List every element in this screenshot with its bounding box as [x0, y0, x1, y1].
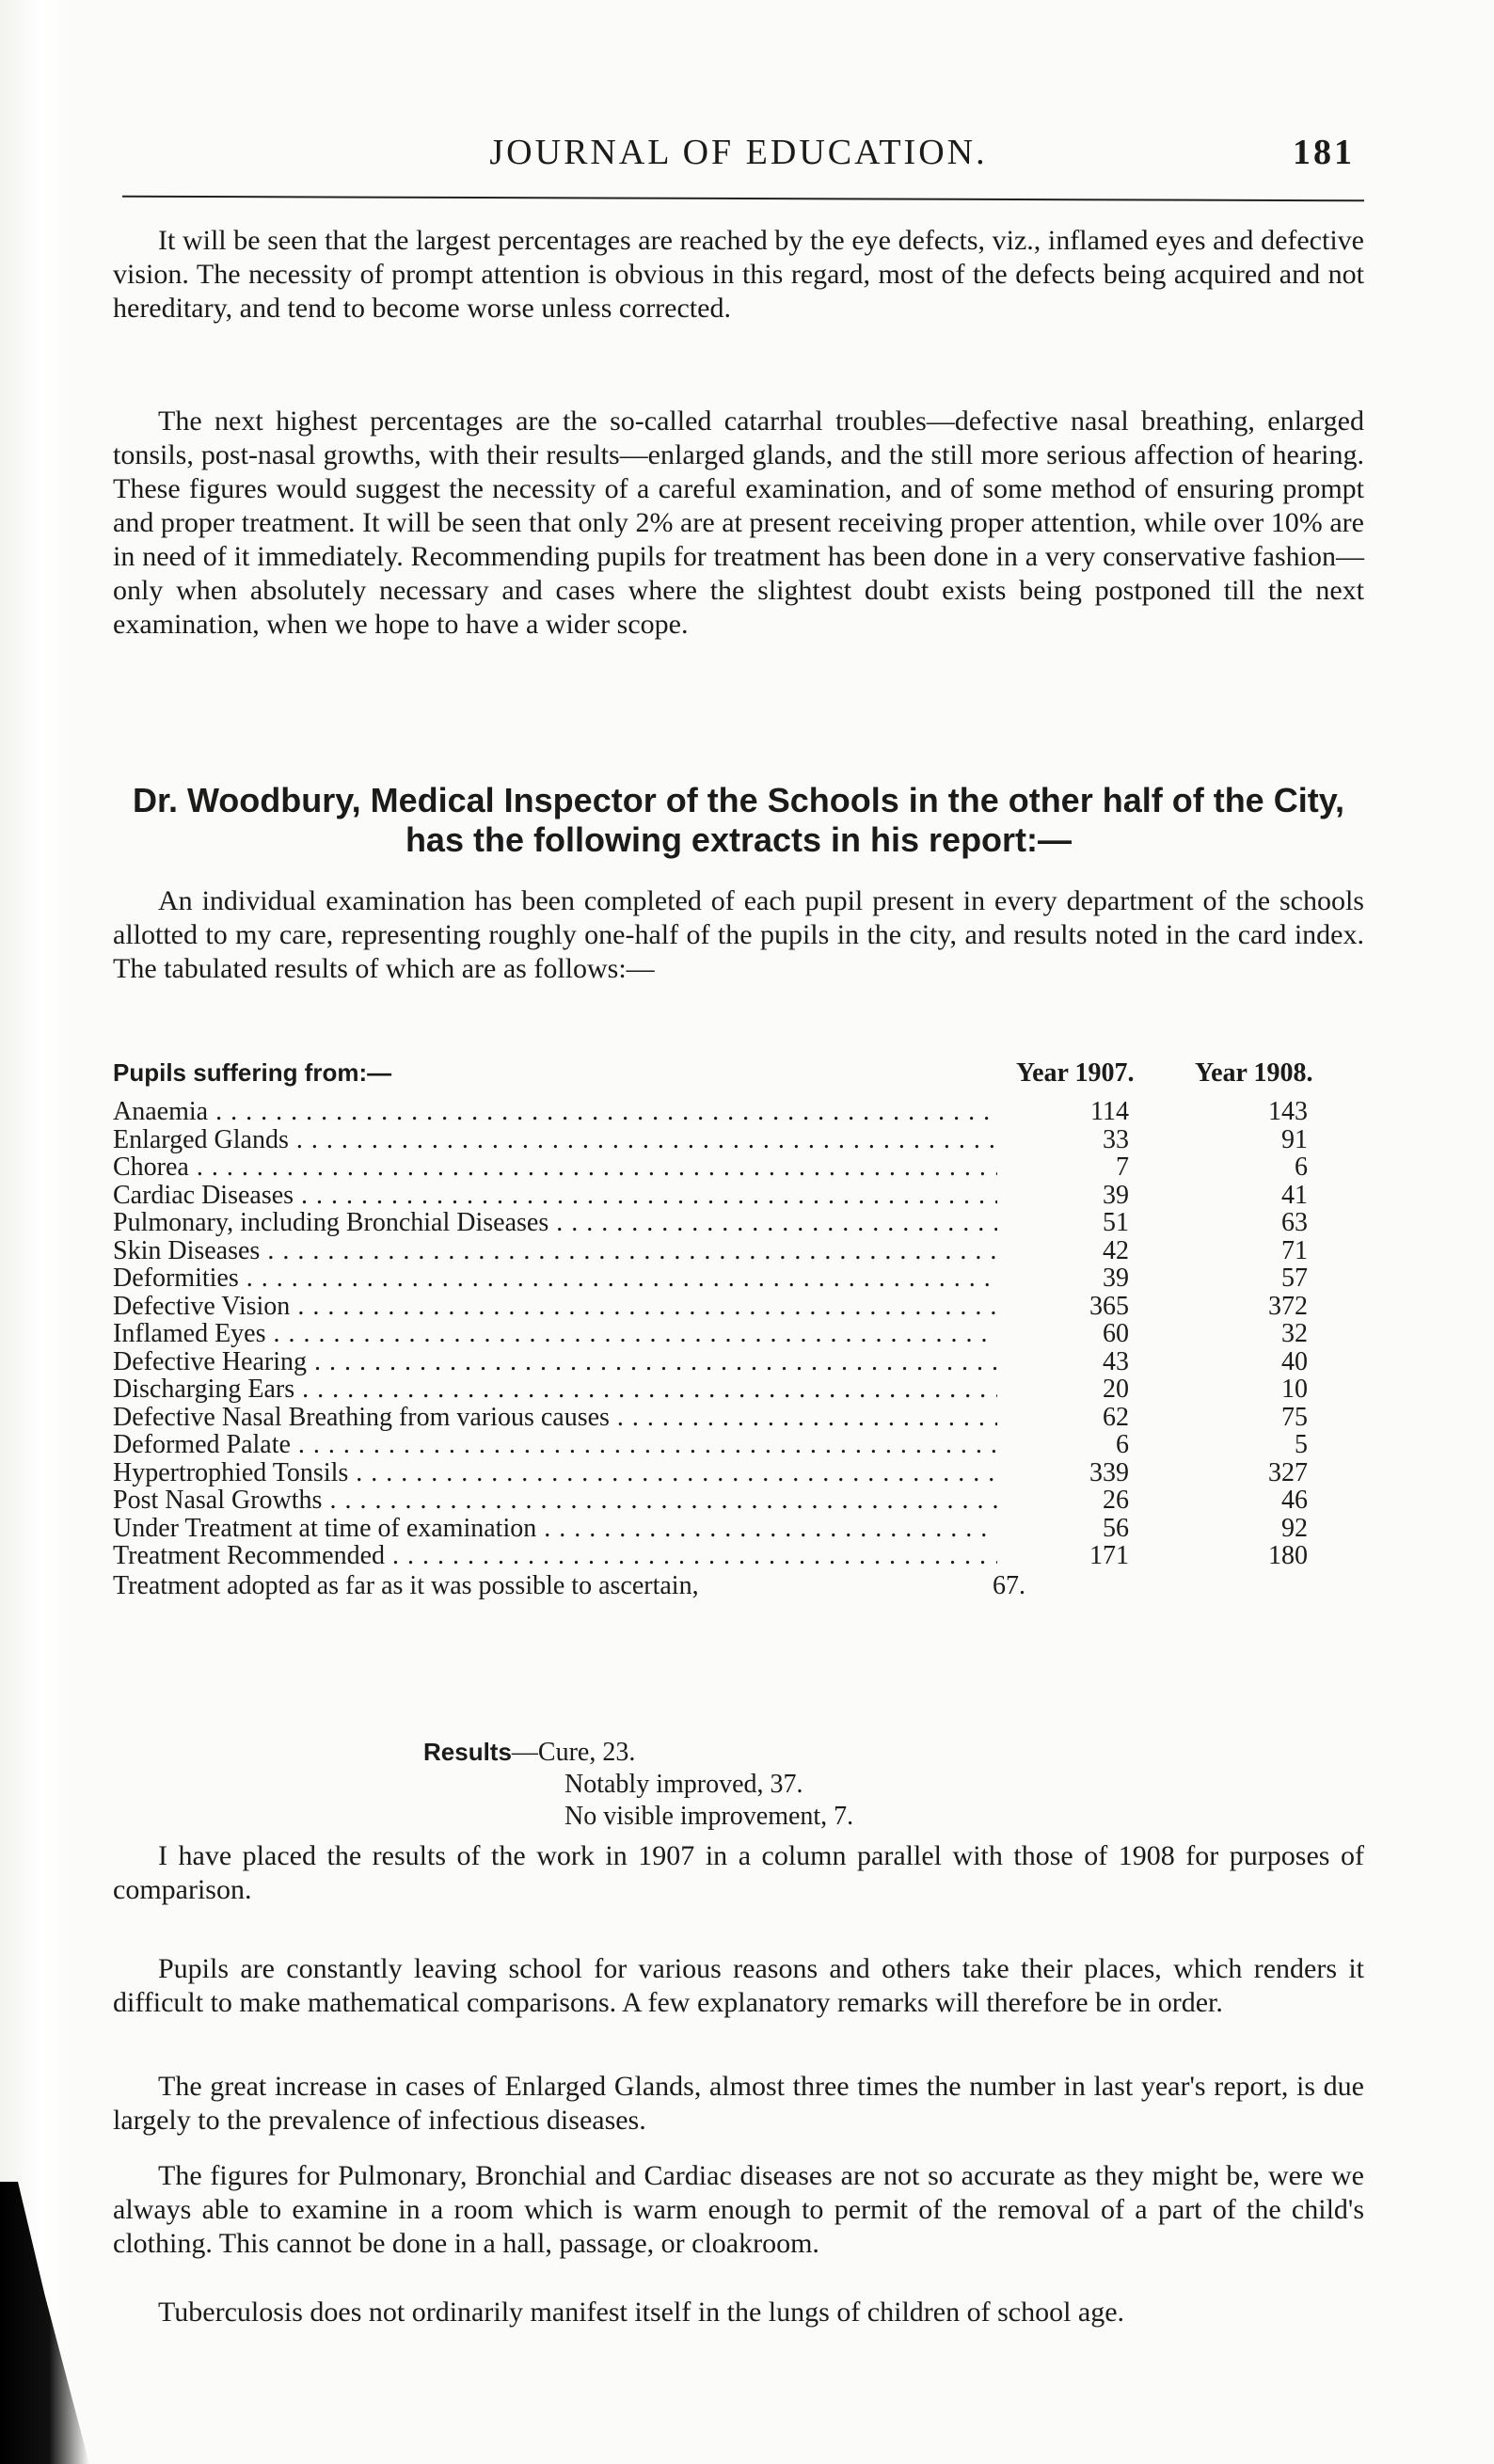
- value-1907: 26: [1103, 1486, 1129, 1515]
- value-1907: 60: [1103, 1319, 1129, 1348]
- value-1908: 10: [1281, 1375, 1308, 1404]
- row-label: Defective Nasal Breathing from various causes . . .: [113, 1404, 997, 1432]
- table-row: [113, 1348, 1364, 1376]
- value-1907: 114: [1090, 1097, 1129, 1126]
- value-1908: 71: [1281, 1235, 1308, 1265]
- row-label: Anaemia . . .: [113, 1098, 997, 1126]
- value-1908: 91: [1281, 1124, 1308, 1154]
- value-1908: 180: [1268, 1541, 1308, 1570]
- value-1907: 171: [1089, 1541, 1129, 1570]
- value-1907: 43: [1103, 1346, 1129, 1376]
- value-1907: 339: [1089, 1457, 1129, 1487]
- page-gutter: [0, 0, 71, 2464]
- table-row: [113, 1459, 1364, 1487]
- value-1908: 41: [1281, 1180, 1308, 1210]
- results-cure: —Cure, 23.: [511, 1738, 636, 1767]
- table-row: [113, 1404, 1364, 1432]
- treatment-adopted-value: 67.: [993, 1570, 1025, 1600]
- row-label: Deformed Palate . . .: [113, 1431, 997, 1459]
- results-label: Results: [423, 1738, 512, 1766]
- value-1908: 40: [1281, 1346, 1308, 1376]
- value-1908: 63: [1281, 1208, 1308, 1237]
- row-label: Treatment Recommended . . .: [113, 1542, 997, 1570]
- value-1908: 372: [1268, 1291, 1308, 1321]
- results-block: [423, 1736, 853, 1833]
- ailments-table: [113, 1058, 1364, 1602]
- table-row: [113, 1153, 1364, 1182]
- value-1907: 39: [1103, 1264, 1129, 1293]
- treatment-adopted-label: Treatment adopted as far as it was possible to ascertain,: [113, 1570, 699, 1600]
- table-header: [113, 1058, 1364, 1098]
- treatment-adopted-row: [113, 1570, 1364, 1602]
- paragraph-pupils-leaving: Pupils are constantly leaving school for various reasons and others take their places, which renders it difficult to make mathematical comparisons. A few explanatory remarks will therefore be in order.: [113, 1953, 1364, 2018]
- value-1907: 6: [1116, 1430, 1129, 1459]
- column-header-1908: Year 1908.: [1195, 1058, 1313, 1088]
- value-1907: 365: [1089, 1291, 1129, 1321]
- row-label: Hypertrophied Tonsils . . .: [113, 1459, 997, 1487]
- row-label: Under Treatment at time of examination . . .: [113, 1515, 997, 1543]
- table-row: [113, 1209, 1364, 1237]
- value-1908: 5: [1295, 1430, 1308, 1459]
- table-row: [113, 1293, 1364, 1321]
- results-improved: Notably improved, 37.: [564, 1770, 803, 1799]
- results-no-improvement: No visible improvement, 7.: [564, 1802, 854, 1831]
- column-header-1907: Year 1907.: [1016, 1058, 1135, 1088]
- value-1907: 62: [1103, 1402, 1129, 1432]
- row-label: Inflamed Eyes . . .: [113, 1320, 997, 1348]
- table-row: [113, 1237, 1364, 1265]
- row-label: Defective Hearing . . .: [113, 1348, 997, 1376]
- row-label: Defective Vision . . .: [113, 1293, 997, 1321]
- value-1907: 33: [1103, 1124, 1129, 1154]
- value-1908: 327: [1268, 1457, 1308, 1487]
- value-1908: 143: [1268, 1097, 1308, 1126]
- value-1908: 57: [1281, 1264, 1308, 1293]
- paragraph-catarrhal-troubles: The next highest percentages are the so-called catarrhal troubles—defective nasal breathing, enlarged tonsils, post-nasal growths, with their results—enlarged glands, and the still more serious affection of hearing. These figures would suggest the necessity of a careful examination, and of some method of ensuring prompt and proper treatment. It will be seen that only 2% are at present receiving proper attention, while over 10% are in need of it immediately. Recommending pupils for treatment has been done in a very conservative fashion—only when absolutely necessary and cases where the slightest doubt exists being postponed till the next examination, when we hope to have a wider scope.: [113, 405, 1364, 640]
- row-label: Discharging Ears . . .: [113, 1375, 997, 1404]
- paragraph-eye-defects: It will be seen that the largest percentages are reached by the eye defects, viz., inflamed eyes and defective vision. The necessity of prompt attention is obvious in this regard, most of the defects being acquired and not hereditary, and tend to become worse unless corrected.: [113, 225, 1364, 324]
- table-row: [113, 1542, 1364, 1570]
- value-1907: 51: [1103, 1208, 1129, 1237]
- row-label: Cardiac Diseases . . .: [113, 1182, 997, 1210]
- row-label: Enlarged Glands . . .: [113, 1126, 997, 1154]
- table-row: [113, 1486, 1364, 1515]
- value-1908: 75: [1281, 1402, 1308, 1432]
- value-1908: 92: [1281, 1513, 1308, 1543]
- value-1907: 42: [1103, 1235, 1129, 1265]
- table-row: [113, 1320, 1364, 1348]
- table-row: [113, 1264, 1364, 1293]
- row-label: Post Nasal Growths . . .: [113, 1486, 997, 1515]
- paragraph-tuberculosis: Tuberculosis does not ordinarily manifest itself in the lungs of children of school age.: [158, 2297, 1125, 2328]
- row-label: Skin Diseases . . .: [113, 1237, 997, 1265]
- value-1907: 56: [1103, 1513, 1129, 1543]
- value-1908: 46: [1281, 1486, 1308, 1515]
- journal-page: [113, 132, 1364, 2328]
- row-label: Pulmonary, including Bronchial Diseases . . .: [113, 1209, 997, 1237]
- paragraph-comparison: I have placed the results of the work in 1907 in a column parallel with those of 1908 for purposes of comparison.: [113, 1840, 1364, 1905]
- paragraph-enlarged-glands: The great increase in cases of Enlarged Glands, almost three times the number in last year's report, is due largely to the prevalence of infectious diseases.: [113, 2071, 1364, 2136]
- results-cure-line: [423, 1736, 853, 1769]
- page-number: 181: [1293, 133, 1355, 172]
- table-row: [113, 1126, 1364, 1154]
- table-row: [113, 1098, 1364, 1126]
- table-row: [113, 1375, 1364, 1404]
- row-label: Chorea . . .: [113, 1153, 997, 1182]
- table-body: [113, 1098, 1364, 1570]
- journal-title: JOURNAL OF EDUCATION.: [489, 133, 988, 172]
- table-row: [113, 1182, 1364, 1210]
- value-1907: 7: [1116, 1153, 1129, 1182]
- table-row: [113, 1431, 1364, 1459]
- running-header: [113, 132, 1364, 198]
- table-row: [113, 1515, 1364, 1543]
- value-1907: 39: [1103, 1180, 1129, 1210]
- paragraph-examination: An individual examination has been completed of each pupil present in every department of the schools allotted to my care, representing roughly one-half of the pupils in the city, and results noted in the card index. The tabulated results of which are as follows:—: [113, 885, 1364, 984]
- value-1908: 32: [1281, 1319, 1308, 1348]
- value-1907: 20: [1103, 1375, 1129, 1404]
- table-caption: Pupils suffering from:—: [113, 1058, 392, 1087]
- row-label: Deformities . . .: [113, 1264, 997, 1293]
- paragraph-pulmonary-figures: The figures for Pulmonary, Bronchial and Cardiac diseases are not so accurate as they might be, were we always able to examine in a room which is warm enough to permit of the removal of a part of the child's clothing. This cannot be done in a hall, passage, or cloakroom.: [113, 2160, 1364, 2259]
- section-heading: Dr. Woodbury, Medical Inspector of the Schools in the other half of the City, has the following extracts in his report:—: [132, 781, 1345, 859]
- value-1908: 6: [1295, 1153, 1308, 1182]
